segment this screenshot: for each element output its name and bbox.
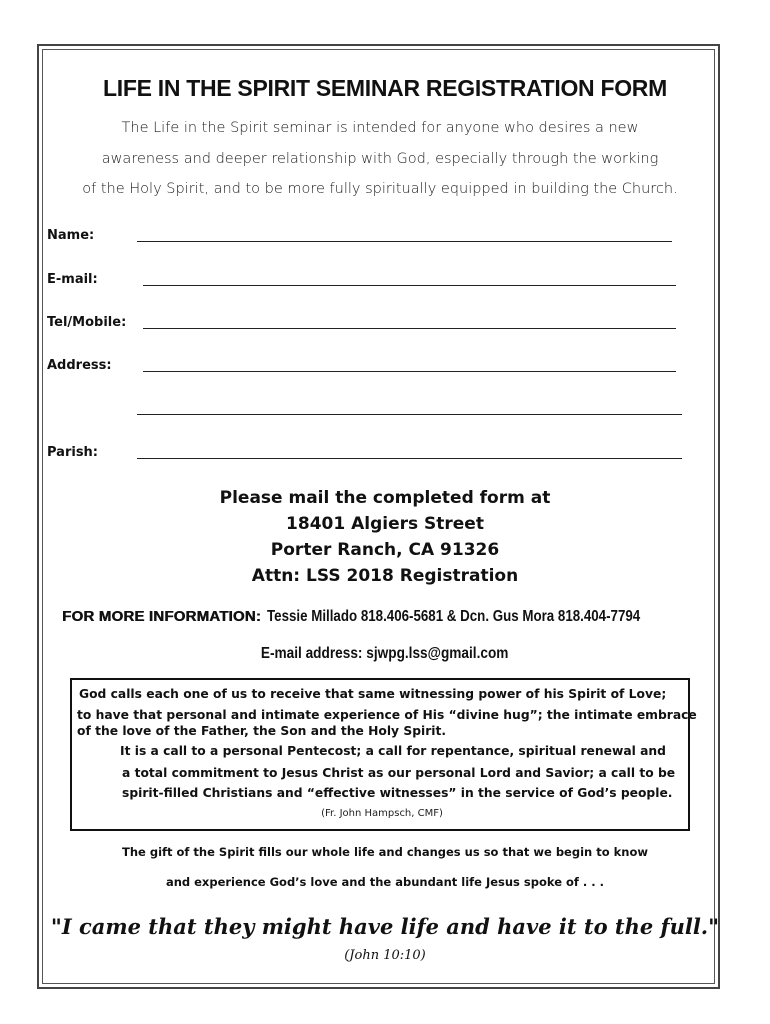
quote-line-4: It is a call to a personal Pentecost; a call for repentance, spiritual renewal and [120, 744, 666, 758]
intro-line-1: The Life in the Spirit seminar is intended for anyone who desires a new [121, 120, 639, 136]
scripture-verse: "I came that they might have life and have it to the full." [50, 914, 720, 939]
intro-line-3: of the Holy Spirit, and to be more fully spiritually equipped in building the Church. [82, 181, 678, 197]
tel-label: Tel/Mobile: [47, 315, 127, 330]
mail-instruction: Please mail the completed form at [219, 488, 551, 508]
more-info-row [62, 608, 742, 626]
quote-line-3: of the love of the Father, the Son and the Holy Spirit. [77, 724, 447, 738]
mail-city: Porter Ranch, CA 91326 [270, 540, 500, 560]
mail-attn: Attn: LSS 2018 Registration [251, 566, 519, 586]
quote-line-6: spirit-filled Christians and “effective witnesses” in the service of God’s people. [122, 786, 673, 800]
name-label: Name: [47, 228, 95, 243]
name-field[interactable] [137, 241, 672, 242]
quote-box [70, 678, 697, 831]
gift-line-2: and experience God’s love and the abundant life Jesus spoke of . . . [165, 875, 605, 889]
tel-field[interactable] [143, 328, 676, 329]
form-title: LIFE IN THE SPIRIT SEMINAR REGISTRATION FORM [103, 75, 667, 101]
email-field[interactable] [143, 285, 676, 286]
contact-names: Tessie Millado 818.406-5681 & Dcn. Gus Mora 818.404-7794 [266, 608, 641, 625]
scripture-reference: (John 10:10) [344, 948, 426, 963]
quote-line-2: to have that personal and intimate experience of His “divine hug”; the intimate embrace [77, 708, 697, 722]
address-label: Address: [47, 358, 112, 373]
address-field-line-1[interactable] [143, 371, 676, 372]
gift-line-1: The gift of the Spirit fills our whole life and changes us so that we begin to know [122, 845, 648, 859]
quote-line-5: a total commitment to Jesus Christ as our personal Lord and Savior; a call to be [122, 766, 676, 780]
email-label: E-mail: [47, 272, 98, 287]
mail-street: 18401 Algiers Street [286, 514, 484, 534]
intro-line-2: awareness and deeper relationship with God, especially through the working [101, 151, 659, 167]
address-field-line-2[interactable] [137, 414, 682, 415]
quote-citation: (Fr. John Hampsch, CMF) [321, 808, 443, 819]
contact-email-text: E-mail address: sjwpg.lss@gmail.com [261, 645, 509, 662]
more-info-label: FOR MORE INFORMATION: [62, 608, 261, 625]
parish-field[interactable] [137, 458, 682, 459]
contact-email [0, 645, 770, 663]
parish-label: Parish: [47, 445, 99, 460]
quote-line-1: God calls each one of us to receive that same witnessing power of his Spirit of Love; [79, 687, 667, 701]
